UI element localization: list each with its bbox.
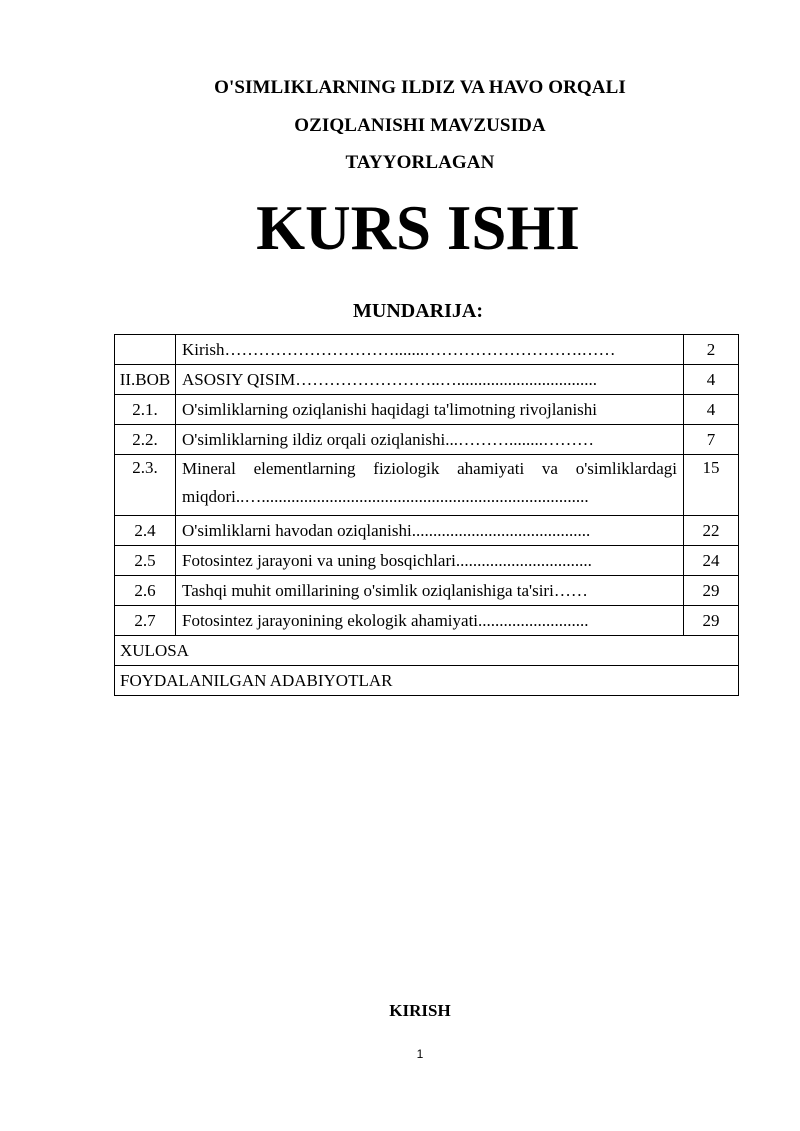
toc-row-title: Fotosintez jarayonining ekologik ahamiyati..........................	[176, 606, 684, 636]
toc-row-number: 2.3.	[115, 455, 176, 516]
toc-row	[115, 606, 739, 636]
toc-row-conclusion	[115, 636, 739, 666]
toc-row-title: O'simliklarning oziqlanishi haqidagi ta'limotning rivojlanishi	[176, 395, 684, 425]
toc-conclusion: XULOSA	[115, 636, 739, 666]
title-line-2: OZIQLANISHI MAVZUSIDA	[294, 115, 546, 136]
toc-row-number: 2.1.	[115, 395, 176, 425]
toc-row-title: Fotosintez jarayoni va uning bosqichlari................................	[176, 546, 684, 576]
page-number: 1	[416, 1047, 424, 1061]
toc-row-page: 22	[684, 516, 739, 546]
toc-row-title: Mineral elementlarning fiziologik ahamiyati va o'simliklardagi miqdori..….............................................................................	[176, 455, 684, 516]
toc-row-page: 4	[684, 395, 739, 425]
toc-row-title: ASOSIY QISIM……………………..….................................	[176, 365, 684, 395]
toc-row-page: 29	[684, 576, 739, 606]
toc-row	[115, 516, 739, 546]
toc-row-page: 7	[684, 425, 739, 455]
toc-row-page: 24	[684, 546, 739, 576]
toc-row-page: 4	[684, 365, 739, 395]
toc-row-title: Kirish………………………….......……………………….……	[176, 335, 684, 365]
toc-row	[115, 546, 739, 576]
toc-row-title: O'simliklarning ildiz orqali oziqlanishi...………........………	[176, 425, 684, 455]
title-line-3: TAYYORLAGAN	[345, 152, 495, 173]
toc-row-number: 2.4	[115, 516, 176, 546]
table-of-contents	[114, 334, 739, 696]
toc-row	[115, 395, 739, 425]
toc-row	[115, 455, 739, 516]
toc-row-references	[115, 666, 739, 696]
toc-row	[115, 576, 739, 606]
toc-row-number: 2.2.	[115, 425, 176, 455]
toc-references: FOYDALANILGAN ADABIYOTLAR	[115, 666, 739, 696]
toc-row-number: 2.7	[115, 606, 176, 636]
toc-row-page: 29	[684, 606, 739, 636]
main-title: KURS ISHI	[256, 193, 580, 263]
toc-row-number	[115, 335, 176, 365]
title-line-1: O'SIMLIKLARNING ILDIZ VA HAVO ORQALI	[214, 77, 626, 98]
toc-row	[115, 365, 739, 395]
toc-row-number: II.BOB	[115, 365, 176, 395]
toc-row-number: 2.6	[115, 576, 176, 606]
toc-row-title: Tashqi muhit omillarining o'simlik oziqlanishiga ta'siri……	[176, 576, 684, 606]
toc-row-title: O'simliklarni havodan oziqlanishi..........................................	[176, 516, 684, 546]
toc-row-number: 2.5	[115, 546, 176, 576]
section-heading: KIRISH	[389, 1001, 451, 1020]
toc-row-page: 2	[684, 335, 739, 365]
toc-row-page: 15	[684, 455, 739, 516]
toc-row	[115, 425, 739, 455]
toc-heading: MUNDARIJA:	[353, 300, 483, 322]
toc-row	[115, 335, 739, 365]
